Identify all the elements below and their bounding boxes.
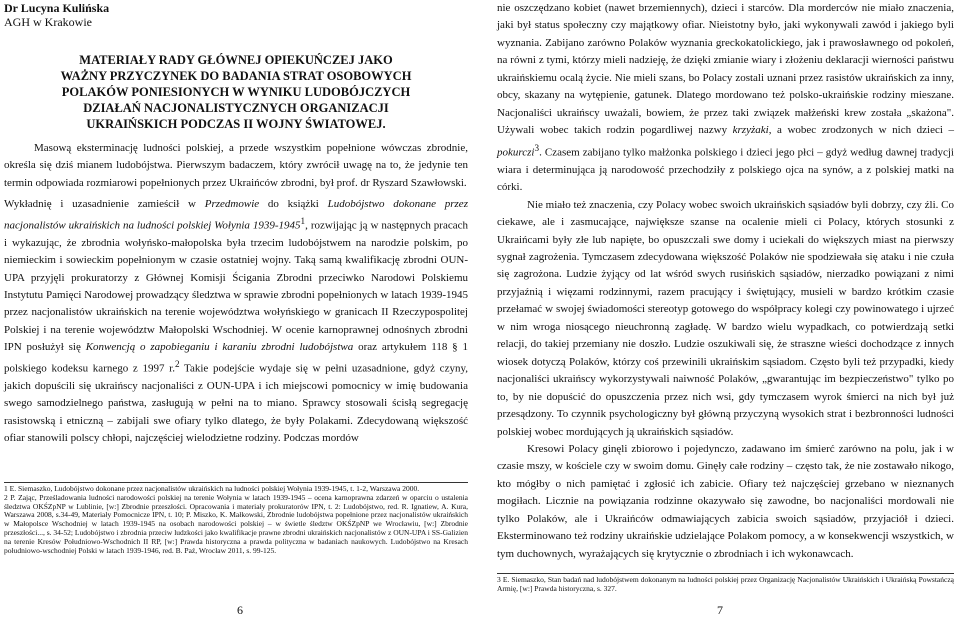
title-line: UKRAIŃSKICH PODCZAS II WOJNY ŚWIATOWEJ. — [86, 117, 386, 131]
body-paragraph: nie oszczędzano kobiet (nawet brzemiennych), dzieci i starców. Dla morderców nie miało znaczenia, jaki był status społeczny czy majątkowy ofiar. Nieistotny było, jaki wykonywali zawód i jakiego byli wyznania. Zabijano zarówno Polaków wyznania greckokatolickiego, jak i prawosławnego od pokoleń, na równi z tymi, którzy mieli nadzieję, że dzięki zmianie wiary i złożeniu deklaracji wierności państwu ukraińskiemu ocalą życie. Nie mieli szans, bo Polacy zostali uznani przez rasistów ukraińskich za inny, obcy, skazany na wytępienie, gatunek. Dlatego mordowano też polsko-ukraińskie rodziny mieszane. Nacjonaliści ukraińscy uważali, bowiem, że przez taki związek małżeński krew została „skażona". Używali wobec takich rodzin pogardliwej nazwy krzyżaki, a wobec zrodzonych w nich dzieci – pokurczi$^3$. Czasem zabijano tylko małżonka polskiego i dzieci jego płci – gdyż według dawnej tradycji wiara i determinująca ją narodowość przechodziły z polskiego ojca na synów, a z polskiej matki na córki. — [497, 2, 954, 194]
footnotes — [4, 482, 468, 555]
page-number: 6 — [237, 603, 243, 617]
title-line: WAŻNY PRZYCZYNEK DO BADANIA STRAT OSOBOWYCH — [60, 69, 412, 83]
footnote: 3 E. Siemaszko, Stan badań nad ludobójstwem dokonanym na ludności polskiej przez Organizację Nacjonalistów Ukraińskich i Ukraińską Powstańczą Armię, [w:] Prawda historyczna, s. 327. — [497, 575, 954, 593]
title-line: POLAKÓW PONIESIONYCH W WYNIKU LUDOBÓJCZYCH — [61, 85, 411, 99]
footnote-ref: 1 — [300, 216, 306, 227]
article-title — [4, 52, 468, 132]
right-page — [480, 0, 960, 622]
lead-paragraph: Masową eksterminację ludności polskiej, a przede wszystkim popełnione wówczas zbrodnie, określa się dziś mianem ludobójstwa. Pierwszym badaczem, który zwrócił uwagę na to, że jedynie ten termin odpowiada rozmiarowi popełnionych przez Ukraińców zbrodni, był prof. dr Ryszard Szawłowski. — [4, 142, 468, 189]
author-name: Dr Lucyna Kulińska — [4, 1, 110, 15]
author-affiliation: AGH w Krakowie — [4, 15, 92, 29]
body-paragraph: Wykładnię i uzasadnienie zamieścił w Przedmowie do książki Ludobójstwo dokonane przez nacjonalistów ukraińskich na ludności polskiej Wołynia 1939-1945$^1$, rozwijając ją w następnych pracach i wykazując, że zbrodnia wołyńsko-małopolska była trzecim ludobójstwem na narodzie polskim, po niemieckim i sowieckim popełnionym w czasie ostatniej wojny. Taką samą kwalifikację zbrodni OUN-UPA przyjęli prokuratorzy z Głównej Komisji Ścigania Zbrodni przeciwko Narodowi Polskiemu Instytutu Pamięci Narodowej prowadzący śledztwa w sprawie zbrodni popełnionych w latach 1939-1945 przez nacjonalistów ukraińskich na terenie województwa wołyńskiego w granicach II Rzeczypospolitej Polskiej i na terenie województw Małopolski Wschodniej. W ocenie karnoprawnej odnośnych zbrodni IPN posłużył się Konwencją o zapobieganiu i karaniu zbrodni ludobójstwa oraz artykułem 118 § 1 polskiego kodeksu karnego z 1997 r.$^2$ Takie podejście wydaje się w pełni uzasadnione, gdyż czyny, jakich dopuścili się ukraińscy nacjonaliści z OUN-UPA i ich miejscowi pomocnicy w imię budowania swego samodzielnego państwa, zasługują w pełni na to miano. Sprawcy stosowali ścisłą segregację rasistowską i etniczną – zabijali swe ofiary tylko dlatego, że były Polakami. Zdecydowaną większość ofiar stanowili polscy chłopi, najczęściej wielodzietne rodziny. Podczas mordów — [4, 197, 468, 445]
footnote: 2 P. Zając, Prześladowania ludności narodowości polskiej na terenie Wołynia w latach 1939-1945 – ocena karnoprawna zdarzeń w oparciu o ustalenia śledztwa OKŚZpNP w Lublinie, [w:] Zbrodnie przeszłości. Opracowania i materiały prokuratorów IPN, t. 2: Ludobójstwo, red. R. Ignatiew, A. Kura, Warszawa 2008, s.34-49, Materiały Pomocnicze IPN, t. 10; P. Miszko, K. Małkowski, Zbrodnie ludobójstwa popełnione przez nacjonalistów ukraińskich w Małopolsce Wschodniej w latach 1939-1945 na osobach narodowości polskiej – w świetle śledztw OKŚZpNP we Wrocławiu, [w:] Zbrodnie przeszłości..., s. 34-52; Ludobójstwo i zbrodnia przeciw ludzkości jako kwalifikacje prawne zbrodni ukraińskich nacjonalistów z OUN-UPA i SS-Galizien na terenie Kresów Południowo-Wschodnich II RP, [w:] Prawda historyczna a prawda polityczna w badaniach naukowych. Ludobójstwo na Kresach południowo-wschodniej Polski w latach 1939-1946, red. B. Paź, Wrocław 2011, s. 99-125. — [4, 492, 468, 555]
page-number: 7 — [717, 603, 723, 617]
body-paragraph: Kresowi Polacy ginęli zbiorowo i pojedynczo, zadawano im śmierć zarówno na polu, jak i w czasie mszy, w kościele czy w swoim domu. Ginęły całe rodziny – często tak, że nie zostawało nikogo, kto mógłby o nich pamiętać i zgłosić ich zabicie. Ofiary też najczęściej grzebano w nieznanych mogiłach. Licznie na powiązania rodzinne okazywało się zawodne, bo nacjonaliści mordowali nie tylko Polaków, ale i Ukraińców odmawiających zabicia swoich sąsiadów, przyjaciół i dzieci. Eksterminowano też rodziny ukraińskie udzielające Polakom pomocy, a w konsekwencji wszystkich, w tym duchownych, wyrażających się krytycznie o zbrodniach i ich wykonawcach. — [497, 442, 954, 560]
title-line: MATERIAŁY RADY GŁÓWNEJ OPIEKUŃCZEJ JAKO — [79, 53, 393, 67]
footnote: 1 E. Siemaszko, Ludobójstwo dokonane przez nacjonalistów ukraińskich na ludności polskiej Wołynia 1939-1945, t. 1-2, Warszawa 2000. — [4, 484, 420, 493]
footnote-ref: 2 — [174, 359, 180, 370]
footnotes — [497, 573, 954, 594]
footnote-ref: 3 — [534, 142, 540, 153]
body-paragraph: Nie miało też znaczenia, czy Polacy wobec swoich ukraińskich sąsiadów byli dobrzy, czy źli. Co ciekawe, ale i zasmucające, największe szanse na ocalenie mieli ci Polacy, których stosunki z Ukraińcami były złe lub napięte, bo opuszczali swe domy i uciekali do większych miast na pierwszy sygnał zagrożenia. Tymczasem zdecydowana większość Polaków nie spodziewała się ataku i nie czuła się zagrożona. Ludzie żyjący od lat wśród swych rusińskich sąsiadów, nierzadko powiązani z nimi przyjaźnią i więzami rodzinnymi, razem pracujący i świętujący, musieli w bardzo krótkim czasie przełamać w swojej świadomości stereotyp gotowego do współpracy kolegi czy powinowatego i ujrzeć w nim wroga niosącego nieuchronną zagładę. W bardzo wielu wypadkach, co potwierdzają setki relacji, do takiej przemiany nie doszło. Ludzie oszukiwali się, że straszne wieści dochodzące z innych wiosek dotyczą Polaków, którzy coś przewinili ukraińskim sąsiadom. Często byli też przypadki, kiedy nacjonaliści ukraińscy wykorzystywali naiwność Polaków, „gwarantując im bezpieczeństwo" tylko po to, by nie dopuścić do opuszczenia przez nich wsi, gdy tymczasem wyrok śmierci na nich był już przesądzony. To czynnik psychologiczny był główną przyczyną wysokich strat i bezbronności ludności polskiej wobec mordujących ją ukraińskich sąsiadów. — [497, 198, 954, 438]
right-column — [497, 0, 954, 563]
title-line: DZIAŁAŃ NACJONALISTYCZNYCH ORGANIZACJI — [83, 101, 389, 115]
